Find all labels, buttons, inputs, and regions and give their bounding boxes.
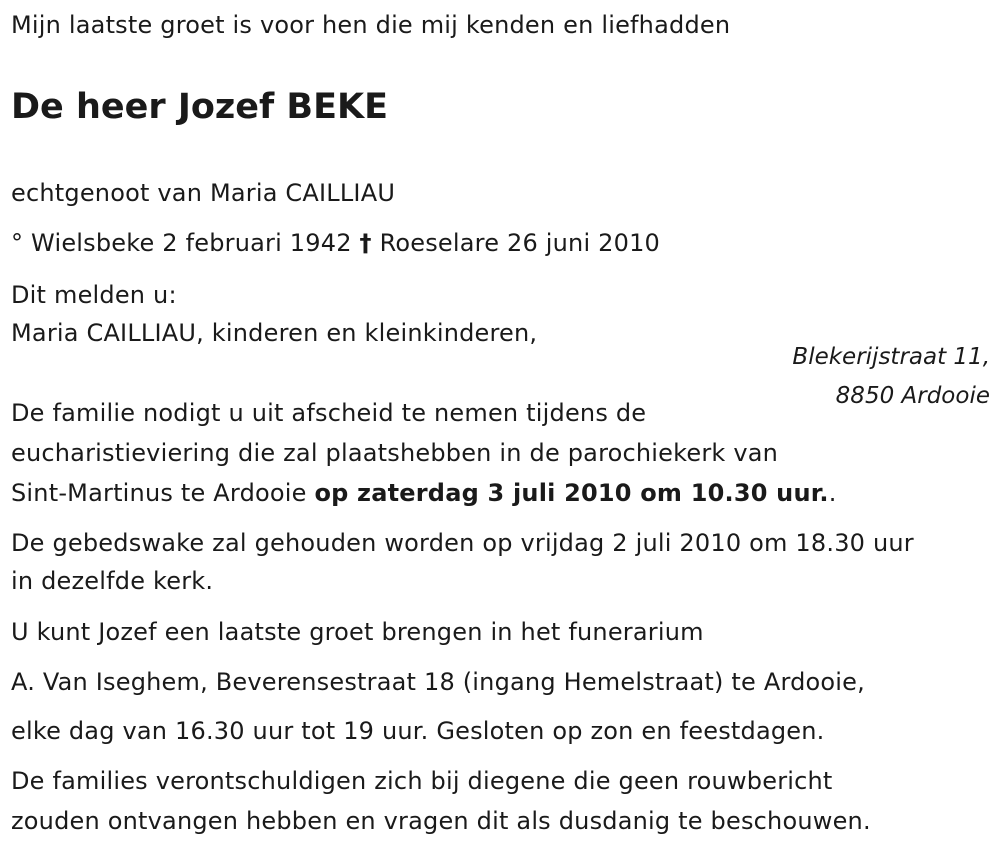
wake-line-1: De gebedswake zal gehouden worden op vrijdag 2 juli 2010 om 18.30 uur [11,529,914,557]
wake-line-2: in dezelfde kerk. [11,567,214,595]
funerarium-line-3: elke dag van 16.30 uur tot 19 uur. Gesloten op zon en feestdagen. [11,717,825,745]
ceremony-period: . [828,479,837,507]
dates-line [11,228,660,258]
announce-intro: Dit melden u: [11,281,177,309]
address-street: Blekerijstraat 11, [792,344,990,370]
closing-line-1: De families verontschuldigen zich bij diegene die geen rouwbericht [11,767,833,795]
ceremony-datetime: op zaterdag 3 juli 2010 om 10.30 uur. [314,479,829,507]
deceased-name: De heer Jozef BEKE [11,87,389,127]
cross-icon: † [359,229,372,257]
address-city: 8850 Ardooie [835,383,990,409]
ceremony-place: Sint-Martinus te Ardooie [11,479,315,507]
closing-line-2: zouden ontvangen hebben en vragen dit als dusdanig te beschouwen. [11,807,871,835]
ceremony-line-3 [11,478,837,508]
birth-mark: ° [11,229,24,257]
ceremony-line-2: eucharistieviering die zal plaatshebben in de parochiekerk van [11,439,779,467]
funerarium-line-1: U kunt Jozef een laatste groet brengen in het funerarium [11,618,704,646]
funerarium-line-2: A. Van Iseghem, Beverensestraat 18 (ingang Hemelstraat) te Ardooie, [11,668,865,696]
announcers: Maria CAILLIAU, kinderen en kleinkinderen, [11,319,538,347]
spouse-text: echtgenoot van Maria CAILLIAU [11,179,396,207]
ceremony-line-1: De familie nodigt u uit afscheid te nemen tijdens de [11,399,647,427]
birth-text: Wielsbeke 2 februari 1942 [31,229,352,257]
intro-text: Mijn laatste groet is voor hen die mij kenden en liefhadden [11,11,731,39]
death-text: Roeselare 26 juni 2010 [379,229,661,257]
